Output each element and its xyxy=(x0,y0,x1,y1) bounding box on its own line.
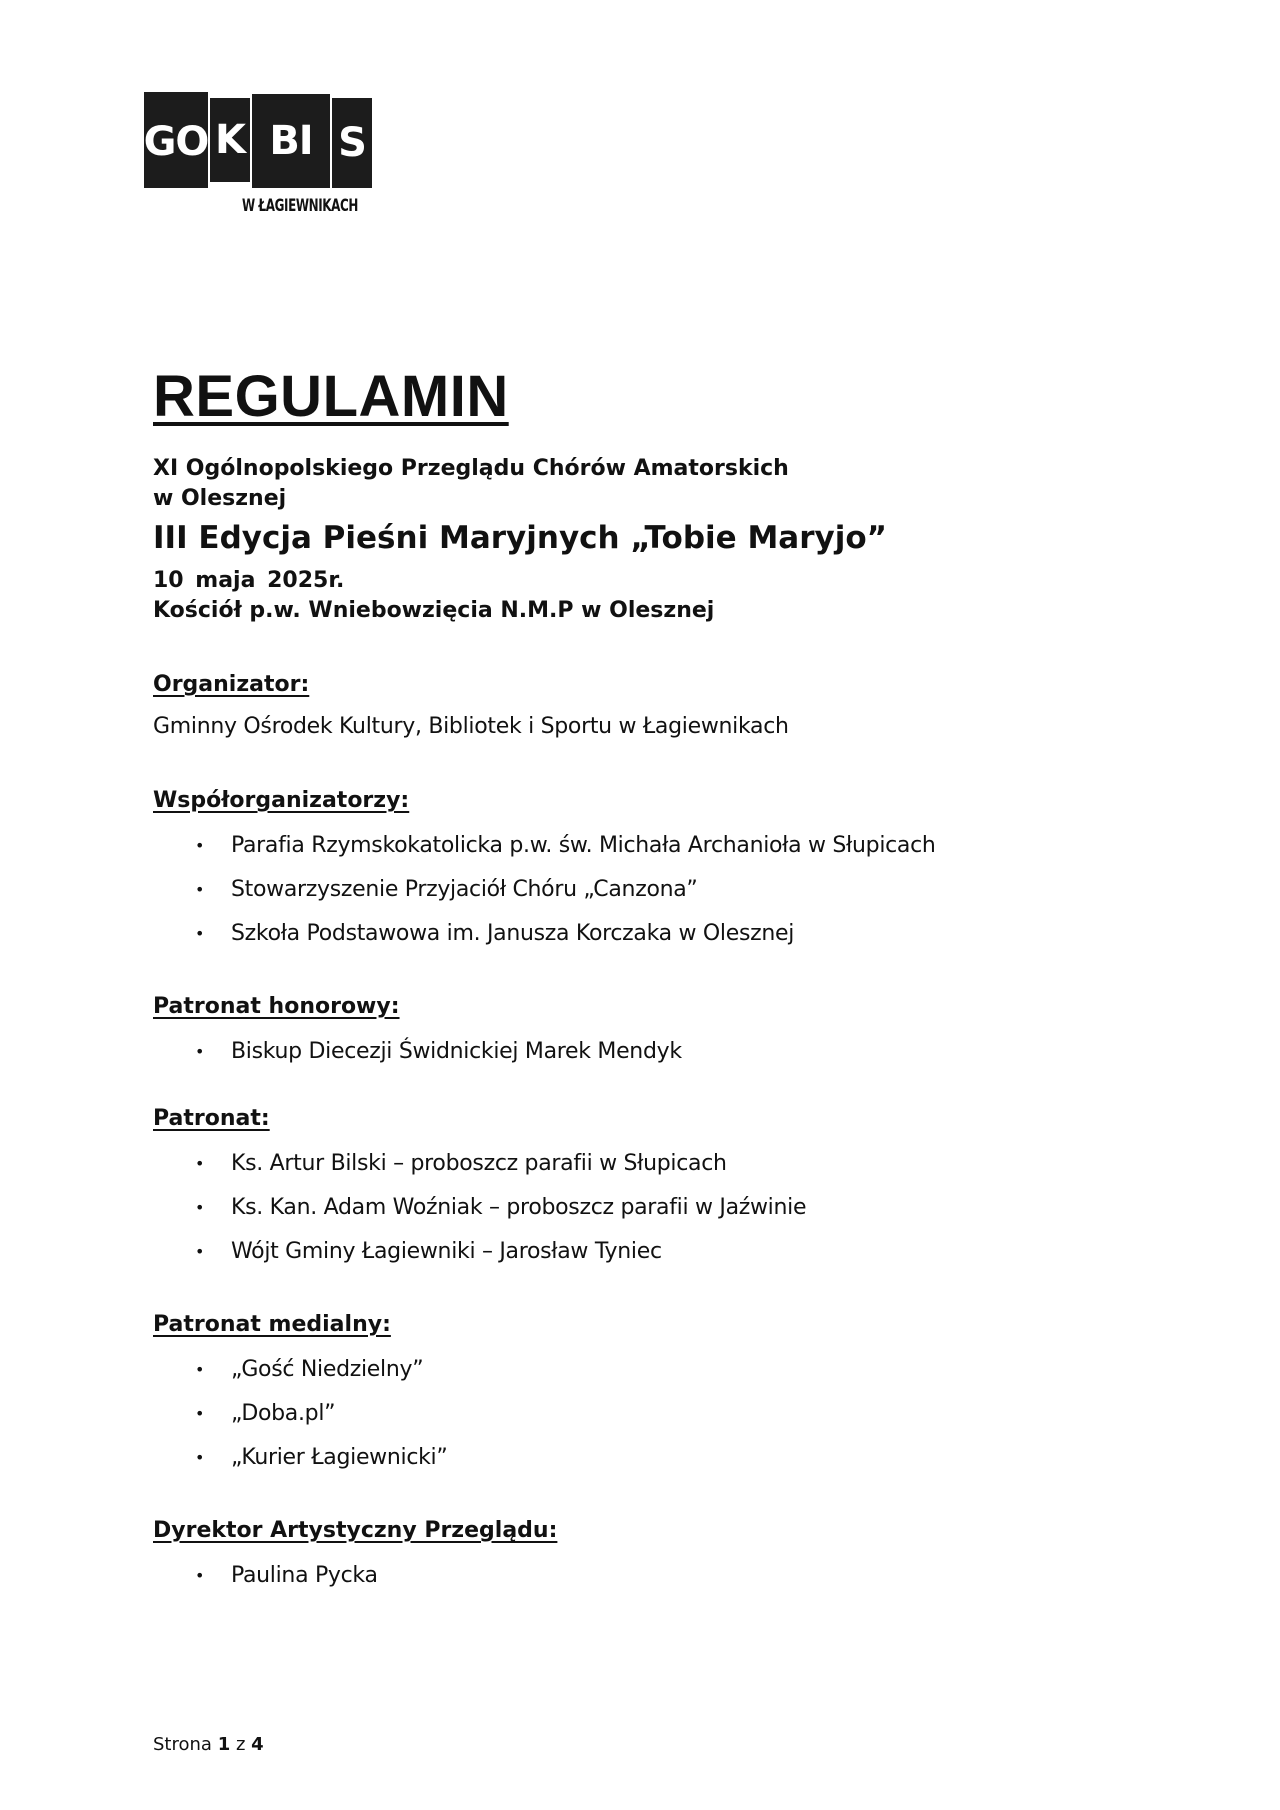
event-subtitle-line1: XI Ogólnopolskiego Przeglądu Chórów Amatorskich xyxy=(153,456,789,481)
bullet-icon: • xyxy=(195,924,205,943)
list-item-text: Ks. Kan. Adam Woźniak – proboszcz parafii w Jaźwinie xyxy=(231,1195,807,1220)
gokbis-logo xyxy=(144,92,374,230)
list-item xyxy=(153,1392,1153,1436)
section-heading-patron: Patronat: xyxy=(153,1106,270,1131)
section-media-patron xyxy=(153,1310,1153,1480)
list-item xyxy=(153,1142,1153,1186)
footer-of: z xyxy=(235,1734,246,1755)
section-heading-organizer: Organizator: xyxy=(153,672,310,697)
bullet-icon: • xyxy=(195,880,205,899)
section-honorary-patron xyxy=(153,992,1153,1074)
list-item xyxy=(153,1348,1153,1392)
bullet-icon: • xyxy=(195,1404,205,1423)
list-item xyxy=(153,1436,1153,1480)
footer-page-number: 1 xyxy=(217,1734,231,1755)
organizer-text: Gminny Ośrodek Kultury, Bibliotek i Sportu w Łagiewnikach xyxy=(153,714,789,739)
list-item-text: „Kurier Łagiewnicki” xyxy=(231,1445,448,1470)
section-organizer xyxy=(153,670,1153,742)
logo-block-s: S xyxy=(332,98,372,188)
event-edition: III Edycja Pieśni Maryjnych „Tobie Maryjo” xyxy=(153,520,888,556)
list-item xyxy=(153,1230,1153,1274)
bullet-icon: • xyxy=(195,1566,205,1585)
section-heading-artistic-director: Dyrektor Artystyczny Przeglądu: xyxy=(153,1518,558,1543)
artistic-director-list xyxy=(153,1554,1153,1598)
section-heading-honorary-patron: Patronat honorowy: xyxy=(153,994,400,1019)
list-item-text: Paulina Pycka xyxy=(231,1563,378,1588)
document-body xyxy=(153,362,1153,1598)
list-item xyxy=(153,1554,1153,1598)
section-heading-coorganizers: Współorganizatorzy: xyxy=(153,788,410,813)
footer-label: Strona xyxy=(153,1734,212,1755)
list-item xyxy=(153,912,1153,956)
event-date: 10 maja 2025r. xyxy=(153,568,345,593)
patron-list xyxy=(153,1142,1153,1274)
list-item-text: Ks. Artur Bilski – proboszcz parafii w Słupicach xyxy=(231,1151,727,1176)
list-item-text: „Gość Niedzielny” xyxy=(231,1357,424,1382)
list-item-text: Szkoła Podstawowa im. Janusza Korczaka w Olesznej xyxy=(231,921,795,946)
logo-blocks xyxy=(144,92,374,188)
list-item xyxy=(153,1186,1153,1230)
logo-block-bi: BI xyxy=(252,94,330,188)
section-coorganizers xyxy=(153,786,1153,956)
section-artistic-director xyxy=(153,1516,1153,1598)
list-item xyxy=(153,1030,1153,1074)
logo-subtitle: W ŁAGIEWNIKACH xyxy=(242,196,358,216)
bullet-icon: • xyxy=(195,1198,205,1217)
bullet-icon: • xyxy=(195,836,205,855)
logo-block-go: GO xyxy=(144,92,208,188)
list-item-text: „Doba.pl” xyxy=(231,1401,336,1426)
bullet-icon: • xyxy=(195,1448,205,1467)
bullet-icon: • xyxy=(195,1242,205,1261)
media-patron-list xyxy=(153,1348,1153,1480)
section-patron xyxy=(153,1104,1153,1274)
footer-page-total: 4 xyxy=(251,1734,264,1755)
list-item-text: Wójt Gminy Łagiewniki – Jarosław Tyniec xyxy=(231,1239,662,1264)
page-footer xyxy=(153,1734,264,1755)
list-item xyxy=(153,824,1153,868)
event-place: Kościół p.w. Wniebowzięcia N.M.P w Olesznej xyxy=(153,598,715,623)
document-title: REGULAMIN xyxy=(153,364,509,429)
section-heading-media-patron: Patronat medialny: xyxy=(153,1312,391,1337)
bullet-icon: • xyxy=(195,1154,205,1173)
bullet-icon: • xyxy=(195,1042,205,1061)
event-subtitle-line2: w Olesznej xyxy=(153,486,287,511)
list-item-text: Biskup Diecezji Świdnickiej Marek Mendyk xyxy=(231,1039,682,1064)
list-item xyxy=(153,868,1153,912)
logo-block-k: K xyxy=(210,98,250,182)
list-item-text: Parafia Rzymskokatolicka p.w. św. Michała Archanioła w Słupicach xyxy=(231,833,936,858)
coorganizers-list xyxy=(153,824,1153,956)
bullet-icon: • xyxy=(195,1360,205,1379)
list-item-text: Stowarzyszenie Przyjaciół Chóru „Canzona” xyxy=(231,877,698,902)
honorary-patron-list xyxy=(153,1030,1153,1074)
